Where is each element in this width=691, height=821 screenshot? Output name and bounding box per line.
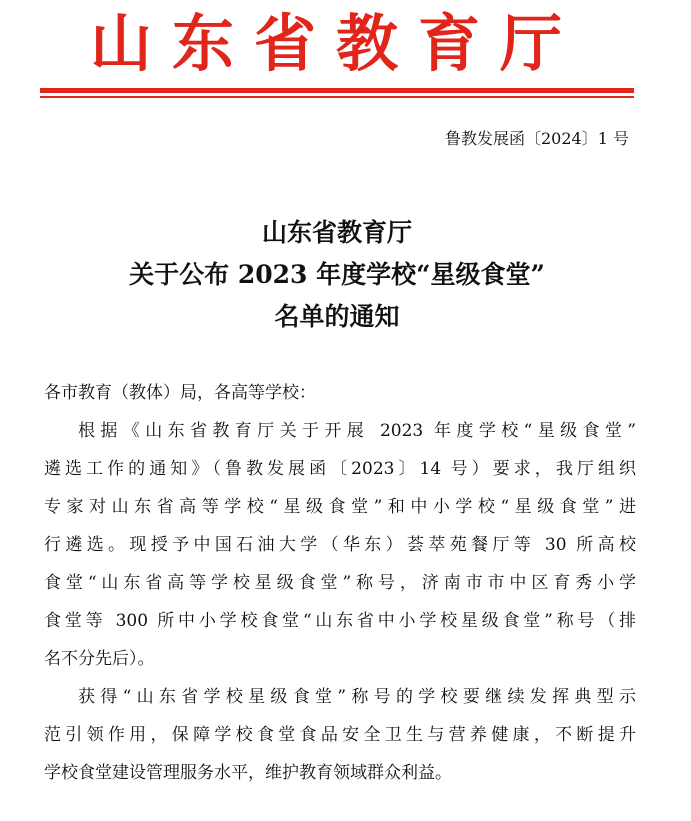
paragraph-1-line: 遴选工作的通知》（鲁教发展函〔2023〕14 号）要求，我厅组织 (44, 459, 636, 479)
paragraph-2-line: 获得“山东省学校星级食堂”称号的学校要继续发挥典型示 (78, 687, 636, 707)
title-line-1: 山东省教育厅 (261, 218, 412, 247)
paragraph-1-line: 食堂等 300 所中小学校食堂“山东省中小学校星级食堂”称号（排 (44, 611, 636, 631)
salutation: 各市教育（教体）局，各高等学校： (44, 383, 316, 403)
title-line-2: 关于公布 2023 年度学校“星级食堂” (129, 260, 545, 289)
title-line-3: 名单的通知 (274, 302, 400, 331)
paragraph-1-line: 食堂“山东省高等学校星级食堂”称号，济南市市中区育秀小学 (44, 573, 636, 593)
masthead-rule-thin (40, 96, 634, 98)
paragraph-1-line: 根据《山东省教育厅关于开展 2023 年度学校“星级食堂” (78, 421, 636, 441)
masthead-rule-thick (40, 88, 634, 93)
paragraph-2-line: 学校食堂建设管理服务水平，维护教育领域群众利益。 (44, 763, 452, 783)
paragraph-2-line: 范引领作用，保障学校食堂食品安全卫生与营养健康，不断提升 (44, 725, 636, 745)
paragraph-1-line: 行遴选。现授予中国石油大学（华东）荟萃苑餐厅等 30 所高校 (44, 535, 636, 555)
masthead-org-name: 山东省教育厅 (89, 7, 582, 80)
paragraph-1-line: 专家对山东省高等学校“星级食堂”和中小学校“星级食堂”进 (44, 497, 636, 517)
document-title (40, 212, 634, 338)
document-body (44, 374, 636, 792)
paragraph-1-line: 名不分先后）。 (44, 649, 155, 669)
document-number: 鲁教发展函〔2024〕1 号 (445, 129, 629, 148)
